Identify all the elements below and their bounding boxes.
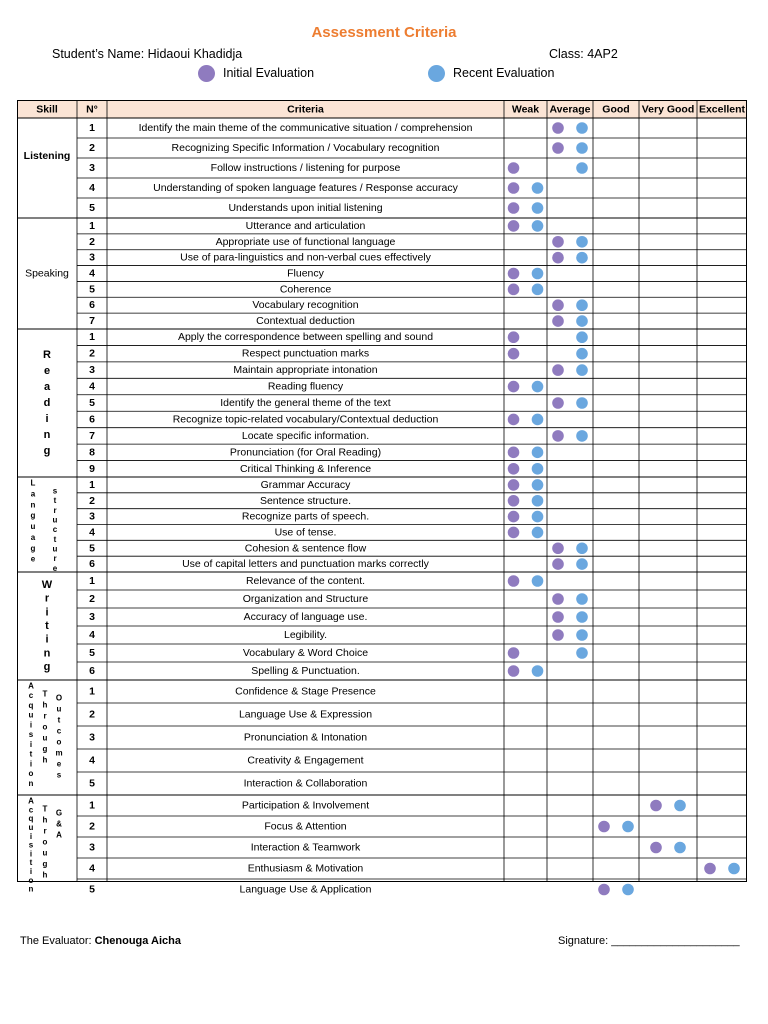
criteria-text: Confidence & Stage Presence bbox=[235, 685, 376, 698]
initial-evaluation-dot bbox=[508, 284, 520, 296]
skill-letter: h bbox=[42, 870, 48, 880]
recent-evaluation-dot bbox=[532, 479, 544, 491]
row-number: 2 bbox=[89, 820, 95, 833]
row-number: 3 bbox=[89, 162, 95, 174]
row-number: 4 bbox=[89, 862, 95, 875]
initial-evaluation-label: Initial Evaluation bbox=[223, 66, 315, 80]
criteria-text: Respect punctuation marks bbox=[241, 347, 370, 360]
criteria-text: Pronunciation & Intonation bbox=[243, 731, 368, 744]
recent-evaluation-dot bbox=[576, 315, 588, 327]
recent-evaluation-dot bbox=[428, 65, 445, 82]
skill-letter: r bbox=[53, 505, 57, 515]
skill-letter: r bbox=[43, 711, 47, 721]
row-number: 4 bbox=[89, 267, 95, 280]
skill-letter: s bbox=[52, 486, 58, 496]
initial-evaluation-dot bbox=[552, 430, 564, 442]
initial-evaluation-dot bbox=[552, 629, 564, 641]
initial-evaluation-dot bbox=[508, 381, 520, 393]
recent-evaluation-dot bbox=[532, 220, 544, 232]
signature-blank: _____________________ bbox=[611, 935, 740, 947]
recent-evaluation-dot bbox=[576, 252, 588, 264]
recent-evaluation-dot bbox=[532, 575, 544, 587]
row-number: 1 bbox=[89, 799, 95, 812]
skill-letter: W bbox=[41, 578, 53, 591]
recent-evaluation-dot bbox=[532, 665, 544, 677]
skill-letter: r bbox=[43, 826, 47, 836]
skill-letter: g bbox=[43, 661, 51, 674]
initial-evaluation-dot bbox=[598, 821, 610, 833]
skill-letter: c bbox=[56, 726, 62, 736]
criteria-text: Participation & Involvement bbox=[241, 799, 370, 812]
skill-letter: i bbox=[29, 867, 33, 877]
skill-letter: c bbox=[52, 525, 58, 535]
initial-evaluation-dot bbox=[552, 122, 564, 134]
row-number: 3 bbox=[89, 731, 95, 744]
skill-letter: i bbox=[29, 739, 33, 749]
recent-evaluation-dot bbox=[532, 381, 544, 393]
recent-evaluation-label: Recent Evaluation bbox=[453, 66, 555, 80]
class-label: Class: bbox=[549, 47, 588, 61]
row-number: 5 bbox=[89, 397, 95, 409]
row-number: 5 bbox=[89, 283, 95, 296]
skill-letter: a bbox=[30, 489, 36, 499]
initial-evaluation-dot bbox=[650, 800, 662, 812]
initial-evaluation-dot bbox=[198, 65, 215, 82]
initial-evaluation-dot bbox=[552, 542, 564, 554]
row-number: 1 bbox=[89, 331, 95, 344]
table-header-background bbox=[17, 100, 747, 118]
skill-letter: & bbox=[56, 819, 62, 829]
criteria-text: Appropriate use of functional language bbox=[215, 235, 396, 248]
student-name: Hidaoui Khadidja bbox=[147, 47, 243, 61]
recent-evaluation-dot bbox=[532, 447, 544, 459]
recent-evaluation-dot bbox=[576, 348, 588, 360]
criteria-text: Understanding of spoken language features / Response accuracy bbox=[153, 182, 458, 194]
row-number: 1 bbox=[89, 219, 95, 232]
criteria-text: Understands upon initial listening bbox=[228, 202, 383, 214]
skill-letter: q bbox=[28, 814, 34, 824]
skill-letter: u bbox=[30, 522, 36, 531]
skill-letter: g bbox=[30, 543, 36, 553]
skill-letter: e bbox=[56, 759, 62, 769]
skill-letter: t bbox=[53, 534, 57, 544]
skill-letter: i bbox=[29, 720, 33, 730]
skill-letter: O bbox=[55, 693, 63, 703]
row-number: 5 bbox=[89, 202, 95, 214]
skill-letter: G bbox=[55, 808, 63, 818]
skill-letter: h bbox=[42, 815, 48, 825]
initial-evaluation-dot bbox=[552, 142, 564, 154]
criteria-text: Vocabulary & Word Choice bbox=[242, 647, 369, 659]
recent-evaluation-dot bbox=[576, 122, 588, 134]
initial-evaluation-dot bbox=[508, 220, 520, 232]
row-number: 2 bbox=[89, 235, 95, 248]
signature-label: Signature: bbox=[558, 935, 612, 947]
criteria-text: Interaction & Collaboration bbox=[243, 777, 368, 790]
criteria-text: Utterance and articulation bbox=[245, 219, 366, 232]
initial-evaluation-dot bbox=[552, 558, 564, 570]
skill-letter: s bbox=[56, 770, 62, 780]
row-number: 1 bbox=[89, 478, 95, 491]
criteria-text: Creativity & Engagement bbox=[247, 754, 364, 767]
row-number: 2 bbox=[89, 593, 95, 605]
criteria-text: Fluency bbox=[287, 267, 324, 280]
recent-evaluation-dot bbox=[576, 331, 588, 343]
criteria-text: Language Use & Expression bbox=[238, 708, 373, 721]
row-number: 9 bbox=[89, 462, 95, 475]
row-number: 1 bbox=[89, 685, 95, 698]
skill-letter: R bbox=[43, 349, 51, 361]
skill-letter: L bbox=[30, 478, 36, 488]
header-cell-7: Excellent bbox=[698, 103, 746, 116]
header-cell-2: Criteria bbox=[287, 103, 324, 116]
student-name-line bbox=[52, 47, 242, 61]
skill-letter: n bbox=[28, 778, 34, 788]
skill-letter: o bbox=[28, 875, 34, 885]
recent-evaluation-dot bbox=[532, 202, 544, 214]
class-line bbox=[549, 47, 618, 61]
row-number: 5 bbox=[89, 647, 95, 659]
skill-letter: t bbox=[29, 858, 33, 868]
initial-evaluation-dot bbox=[552, 611, 564, 623]
header-cell-5: Good bbox=[602, 103, 630, 116]
skill-letter: e bbox=[43, 365, 51, 377]
recent-evaluation-dot bbox=[532, 527, 544, 539]
recent-evaluation-dot bbox=[576, 397, 588, 409]
skill-letter: A bbox=[28, 796, 34, 806]
skill-letter: i bbox=[29, 831, 33, 841]
page-title: Assessment Criteria bbox=[311, 24, 457, 41]
criteria-text: Focus & Attention bbox=[264, 820, 347, 833]
row-number: 7 bbox=[89, 429, 95, 442]
skill-letter: i bbox=[45, 413, 49, 425]
criteria-text: Vocabulary recognition bbox=[252, 299, 359, 312]
initial-evaluation-dot bbox=[508, 182, 520, 194]
skill-letter: g bbox=[43, 445, 51, 457]
header-cell-6: Very Good bbox=[641, 103, 695, 116]
row-number: 6 bbox=[89, 665, 95, 677]
initial-evaluation-dot bbox=[552, 593, 564, 605]
row-number: 4 bbox=[89, 526, 95, 539]
criteria-text: Language Use & Application bbox=[239, 883, 372, 896]
row-number: 1 bbox=[89, 122, 95, 134]
header-cell-3: Weak bbox=[511, 103, 540, 116]
row-number: 4 bbox=[89, 754, 95, 767]
criteria-text: Critical Thinking & Inference bbox=[239, 462, 372, 475]
criteria-text: Cohesion & sentence flow bbox=[244, 542, 367, 555]
criteria-text: Recognizing Specific Information / Vocabulary recognition bbox=[171, 142, 440, 154]
row-number: 5 bbox=[89, 542, 95, 555]
criteria-text: Legibility. bbox=[284, 629, 327, 641]
skill-letter: u bbox=[28, 710, 34, 720]
skill-letter: o bbox=[42, 837, 48, 847]
skill-letter: q bbox=[28, 700, 34, 710]
skill-letter: u bbox=[42, 733, 48, 743]
row-number: 8 bbox=[89, 446, 95, 459]
criteria-text: Maintain appropriate intonation bbox=[233, 364, 378, 377]
criteria-text: Use of para-linguistics and non-verbal cues effectively bbox=[180, 251, 431, 264]
initial-evaluation-dot bbox=[508, 479, 520, 491]
skill-letter: A bbox=[56, 830, 62, 840]
evaluator-name: Chenouga Aicha bbox=[94, 935, 181, 947]
recent-evaluation-dot bbox=[532, 182, 544, 194]
recent-evaluation-dot bbox=[576, 542, 588, 554]
recent-evaluation-dot bbox=[728, 863, 740, 875]
row-number: 6 bbox=[89, 558, 95, 571]
skill-letter: r bbox=[53, 554, 57, 564]
criteria-text: Sentence structure. bbox=[259, 494, 352, 507]
row-number: 3 bbox=[89, 841, 95, 854]
criteria-text: Recognize parts of speech. bbox=[241, 510, 370, 523]
initial-evaluation-dot bbox=[508, 527, 520, 539]
skill-letter: T bbox=[42, 804, 48, 814]
recent-evaluation-dot bbox=[532, 284, 544, 296]
evaluator-label: The Evaluator: bbox=[20, 935, 95, 947]
row-number: 3 bbox=[89, 510, 95, 523]
skill-letter: g bbox=[42, 744, 48, 754]
skill-letter: i bbox=[29, 849, 33, 859]
recent-evaluation-dot bbox=[576, 593, 588, 605]
row-number: 4 bbox=[89, 380, 95, 393]
recent-evaluation-dot bbox=[576, 364, 588, 376]
row-number: 5 bbox=[89, 883, 95, 896]
initial-evaluation-dot bbox=[552, 236, 564, 248]
initial-evaluation-dot bbox=[508, 268, 520, 280]
recent-evaluation-dot bbox=[622, 821, 634, 833]
row-number: 6 bbox=[89, 413, 95, 426]
recent-evaluation-dot bbox=[532, 414, 544, 426]
initial-evaluation-dot bbox=[552, 315, 564, 327]
skill-letter: r bbox=[44, 592, 50, 605]
initial-evaluation-dot bbox=[508, 647, 520, 659]
recent-evaluation-dot bbox=[576, 611, 588, 623]
header-cell-4: Average bbox=[549, 103, 591, 116]
skill-letter: c bbox=[28, 805, 34, 815]
evaluator-line bbox=[20, 935, 181, 947]
criteria-text: Identify the general theme of the text bbox=[220, 397, 391, 409]
signature-line bbox=[558, 935, 740, 947]
recent-evaluation-dot bbox=[576, 629, 588, 641]
skill-letter: a bbox=[30, 532, 36, 542]
criteria-text: Use of tense. bbox=[274, 526, 337, 539]
criteria-text: Recognize topic-related vocabulary/Contextual deduction bbox=[172, 413, 439, 426]
criteria-text: Locate specific information. bbox=[241, 429, 370, 442]
row-number: 3 bbox=[89, 251, 95, 264]
initial-evaluation-dot bbox=[552, 364, 564, 376]
recent-evaluation-dot bbox=[576, 647, 588, 659]
initial-evaluation-dot bbox=[508, 495, 520, 507]
recent-evaluation-dot bbox=[576, 142, 588, 154]
skill-letter: A bbox=[28, 681, 34, 691]
skill-letter: e bbox=[52, 563, 58, 573]
legend-recent bbox=[428, 64, 554, 82]
row-number: 3 bbox=[89, 364, 95, 377]
row-number: 4 bbox=[89, 182, 95, 194]
criteria-text: Reading fluency bbox=[267, 380, 344, 393]
skill-letter: t bbox=[57, 715, 61, 725]
header-cell-1: N° bbox=[86, 103, 98, 116]
criteria-text: Organization and Structure bbox=[242, 593, 369, 605]
skill-letter: u bbox=[28, 822, 34, 832]
skill-letter: t bbox=[53, 496, 57, 506]
skill-letter: o bbox=[28, 769, 34, 779]
recent-evaluation-dot bbox=[576, 162, 588, 174]
skill-letter: m bbox=[55, 748, 63, 758]
recent-evaluation-dot bbox=[674, 800, 686, 812]
skill-letter: n bbox=[43, 647, 51, 660]
skill-letter: s bbox=[28, 840, 34, 850]
initial-evaluation-dot bbox=[508, 414, 520, 426]
skill-letter: u bbox=[42, 848, 48, 858]
row-number: 2 bbox=[89, 708, 95, 721]
criteria-text: Follow instructions / listening for purpose bbox=[210, 162, 401, 174]
skill-letter: d bbox=[43, 397, 51, 409]
recent-evaluation-dot bbox=[674, 842, 686, 854]
row-number: 1 bbox=[89, 575, 95, 587]
criteria-text: Apply the correspondence between spelling and sound bbox=[177, 331, 434, 344]
initial-evaluation-dot bbox=[552, 299, 564, 311]
criteria-text: Grammar Accuracy bbox=[260, 478, 351, 491]
row-number: 3 bbox=[89, 611, 95, 623]
class-value: 4AP2 bbox=[587, 47, 618, 61]
skill-letter: s bbox=[28, 730, 34, 740]
recent-evaluation-dot bbox=[576, 430, 588, 442]
criteria-text: Accuracy of language use. bbox=[243, 611, 368, 623]
criteria-text: Spelling & Punctuation. bbox=[251, 665, 360, 677]
initial-evaluation-dot bbox=[508, 331, 520, 343]
initial-evaluation-dot bbox=[704, 863, 716, 875]
row-number: 2 bbox=[89, 142, 95, 154]
recent-evaluation-dot bbox=[622, 884, 634, 896]
skill-letter: T bbox=[42, 689, 48, 699]
skill-letter: e bbox=[30, 554, 36, 564]
criteria-text: Pronunciation (for Oral Reading) bbox=[229, 446, 382, 459]
skill-letter: o bbox=[56, 737, 62, 747]
skill-letter: n bbox=[43, 429, 51, 441]
recent-evaluation-dot bbox=[576, 236, 588, 248]
assessment-table bbox=[17, 100, 747, 896]
recent-evaluation-dot bbox=[532, 463, 544, 475]
recent-evaluation-dot bbox=[576, 299, 588, 311]
skill-letter: u bbox=[52, 515, 58, 525]
row-number: 2 bbox=[89, 494, 95, 507]
skill-letter: c bbox=[28, 691, 34, 701]
row-number: 7 bbox=[89, 315, 95, 328]
skill-letter: h bbox=[42, 755, 48, 765]
skill-letter: o bbox=[42, 722, 48, 732]
initial-evaluation-dot bbox=[508, 665, 520, 677]
criteria-text: Interaction & Teamwork bbox=[250, 841, 361, 854]
student-label: Student’s Name: bbox=[52, 47, 148, 61]
criteria-text: Use of capital letters and punctuation marks correctly bbox=[182, 558, 429, 571]
criteria-text: Coherence bbox=[279, 283, 332, 296]
row-number: 4 bbox=[89, 629, 95, 641]
skill-letter: t bbox=[29, 749, 33, 759]
recent-evaluation-dot bbox=[576, 558, 588, 570]
criteria-text: Enthusiasm & Motivation bbox=[247, 862, 364, 875]
row-number: 5 bbox=[89, 777, 95, 790]
legend-initial bbox=[198, 64, 314, 82]
initial-evaluation-dot bbox=[508, 463, 520, 475]
skill-letter: t bbox=[45, 620, 49, 632]
initial-evaluation-dot bbox=[508, 202, 520, 214]
skill-letter: i bbox=[29, 759, 33, 769]
skill-letter: g bbox=[42, 859, 48, 869]
skill-letter: g bbox=[30, 511, 36, 521]
skill-letter: u bbox=[52, 544, 58, 554]
initial-evaluation-dot bbox=[552, 397, 564, 409]
row-number: 2 bbox=[89, 347, 95, 360]
recent-evaluation-dot bbox=[532, 495, 544, 507]
skill-letter: n bbox=[30, 500, 36, 510]
initial-evaluation-dot bbox=[508, 511, 520, 523]
criteria-text: Contextual deduction bbox=[256, 315, 355, 328]
criteria-text: Relevance of the content. bbox=[245, 575, 366, 587]
skill-label: Speaking bbox=[25, 267, 69, 280]
skill-label: Listening bbox=[23, 150, 71, 162]
criteria-text: Identify the main theme of the communicative situation / comprehension bbox=[138, 122, 473, 134]
skill-letter: i bbox=[45, 633, 49, 646]
skill-letter: i bbox=[45, 606, 49, 619]
recent-evaluation-dot bbox=[532, 511, 544, 523]
initial-evaluation-dot bbox=[508, 447, 520, 459]
recent-evaluation-dot bbox=[532, 268, 544, 280]
skill-letter: n bbox=[28, 884, 34, 894]
skill-letter: h bbox=[42, 700, 48, 710]
initial-evaluation-dot bbox=[650, 842, 662, 854]
initial-evaluation-dot bbox=[508, 162, 520, 174]
skill-letter: a bbox=[43, 381, 51, 393]
initial-evaluation-dot bbox=[508, 348, 520, 360]
initial-evaluation-dot bbox=[508, 575, 520, 587]
skill-letter: u bbox=[56, 704, 62, 714]
header-cell-0: Skill bbox=[36, 103, 58, 116]
initial-evaluation-dot bbox=[598, 884, 610, 896]
row-number: 6 bbox=[89, 299, 95, 312]
initial-evaluation-dot bbox=[552, 252, 564, 264]
